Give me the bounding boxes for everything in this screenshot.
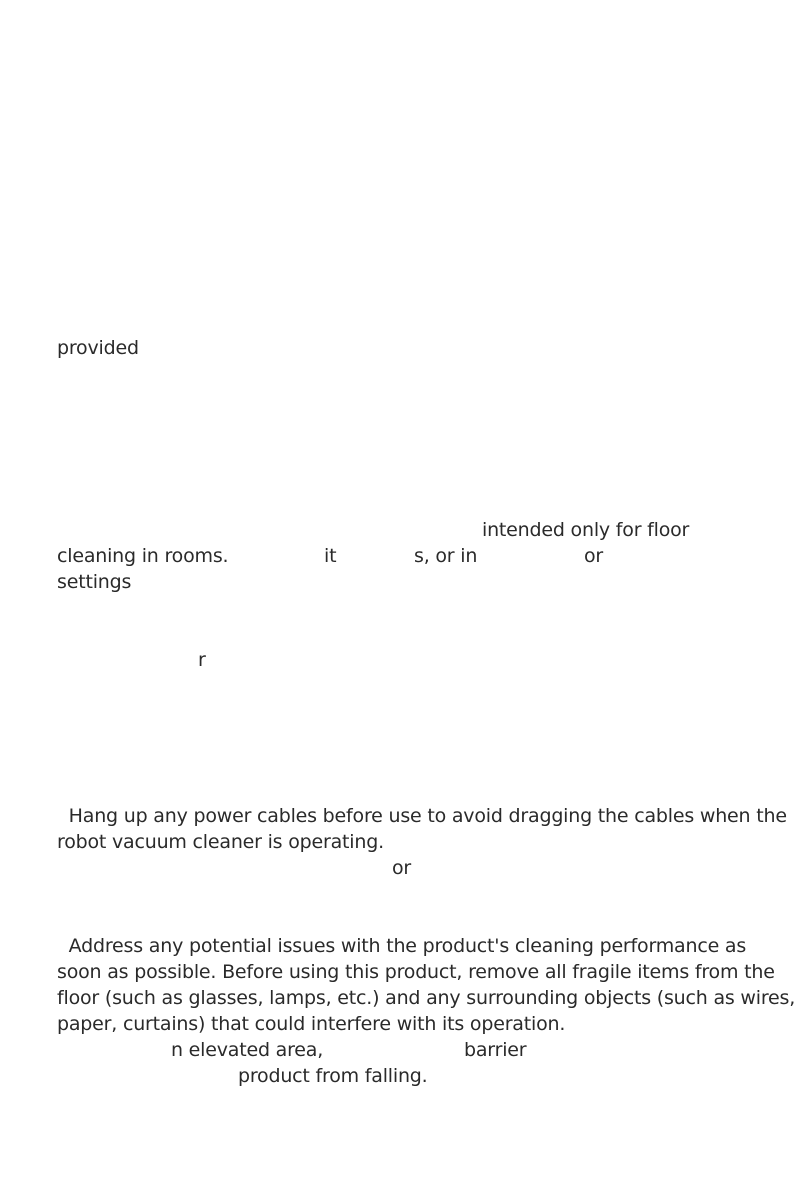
text-fragment: it [324, 545, 337, 567]
text-fragment: provided [57, 337, 139, 359]
text-fragment: n elevated area, [171, 1039, 324, 1061]
text-fragment: or [584, 545, 604, 567]
paragraph-line: Hang up any power cables before use to avoid dragging the cables when the [57, 805, 787, 827]
paragraph-line: soon as possible. Before using this product, remove all fragile items from the [57, 961, 775, 983]
text-fragment: s, or in [414, 545, 478, 567]
paragraph-line: Address any potential issues with the product's cleaning performance as [57, 935, 747, 957]
paragraph-line: floor (such as glasses, lamps, etc.) and any surrounding objects (such as wires, [57, 987, 796, 1009]
text-fragment: intended only for floor [482, 519, 690, 541]
text-fragment: barrier [464, 1039, 527, 1061]
paragraph-line: paper, curtains) that could interfere with its operation. [57, 1013, 566, 1035]
text-fragment: r [198, 649, 206, 671]
text-fragment: cleaning in rooms. [57, 545, 229, 567]
paragraph-line: robot vacuum cleaner is operating. [57, 831, 384, 853]
text-fragment: product from falling. [238, 1065, 428, 1087]
text-fragment: or [392, 857, 412, 879]
text-fragment: settings [57, 571, 132, 593]
